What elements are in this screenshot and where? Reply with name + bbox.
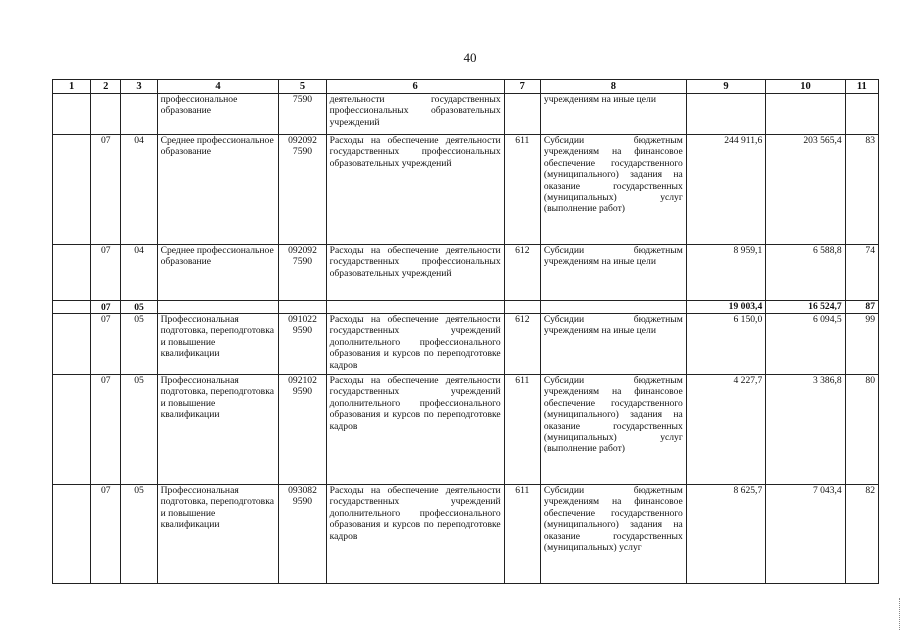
cell-kind-name: Субсидии бюджетным учреждениям на финансовое обеспечение государственного (муниципального) задания на оказание государственных (муниципальных) услуг xyxy=(540,485,686,584)
cell-col1 xyxy=(53,301,91,314)
cell-target-name: Среднее профессиональное образование xyxy=(157,245,279,301)
column-header: 1 xyxy=(53,80,91,94)
cell-percent: 83 xyxy=(845,135,878,245)
cell-code: 091022 9590 xyxy=(279,314,326,375)
cell-code xyxy=(279,301,326,314)
cell-subsection: 05 xyxy=(121,375,157,485)
cell-kind-code: 612 xyxy=(504,314,540,375)
cell-plan: 6 150,0 xyxy=(686,314,765,375)
cell-kind-name xyxy=(540,301,686,314)
cell-target-name: Профессиональная подготовка, переподготовка и повышение квалификации xyxy=(157,375,279,485)
cell-target-name xyxy=(157,301,279,314)
cell-plan xyxy=(686,94,765,135)
cell-kind-name: Субсидии бюджетным учреждениям на финансовое обеспечение государственного (муниципального) задания на оказание государственных (муниципальных) услуг (выполнение работ) xyxy=(540,375,686,485)
table-header-row xyxy=(53,80,879,94)
cell-kind-name: Субсидии бюджетным учреждениям на финансовое обеспечение государственного (муниципального) задания на оказание государственных (муниципальных) услуг (выполнение работ) xyxy=(540,135,686,245)
cell-kind-code: 611 xyxy=(504,375,540,485)
cell-target-name: Профессиональная подготовка, переподготовка и повышение квалификации xyxy=(157,314,279,375)
cell-plan: 8 625,7 xyxy=(686,485,765,584)
column-header: 11 xyxy=(845,80,878,94)
table-row xyxy=(53,135,879,245)
cell-col1 xyxy=(53,314,91,375)
cell-plan: 19 003,4 xyxy=(686,301,765,314)
cell-code: 092092 7590 xyxy=(279,135,326,245)
column-header: 10 xyxy=(766,80,845,94)
column-header: 3 xyxy=(121,80,157,94)
cell-kind-code: 611 xyxy=(504,135,540,245)
column-header: 7 xyxy=(504,80,540,94)
cell-target-name: Среднее профессиональное образование xyxy=(157,135,279,245)
table-row xyxy=(53,485,879,584)
column-header: 2 xyxy=(91,80,121,94)
cell-col1 xyxy=(53,485,91,584)
cell-plan: 8 959,1 xyxy=(686,245,765,301)
cell-section: 07 xyxy=(91,375,121,485)
cell-executed: 203 565,4 xyxy=(766,135,845,245)
cell-executed xyxy=(766,94,845,135)
cell-percent: 99 xyxy=(845,314,878,375)
table-body xyxy=(53,94,879,584)
cell-target-name: Профессиональная подготовка, переподготовка и повышение квалификации xyxy=(157,485,279,584)
cell-code: 7590 xyxy=(279,94,326,135)
cell-col1 xyxy=(53,375,91,485)
budget-table xyxy=(52,79,879,584)
cell-kind-code: 611 xyxy=(504,485,540,584)
cell-section xyxy=(91,94,121,135)
cell-executed: 3 386,8 xyxy=(766,375,845,485)
cell-subsection: 04 xyxy=(121,245,157,301)
cell-expense-name: Расходы на обеспечение деятельности государственных профессиональных образовательных учреждений xyxy=(326,135,504,245)
cell-executed: 7 043,4 xyxy=(766,485,845,584)
cell-executed: 6 588,8 xyxy=(766,245,845,301)
column-header: 6 xyxy=(326,80,504,94)
cell-subsection: 04 xyxy=(121,135,157,245)
scan-margin-mark xyxy=(899,598,902,630)
table-row xyxy=(53,245,879,301)
cell-col1 xyxy=(53,135,91,245)
column-header: 4 xyxy=(157,80,279,94)
cell-percent: 80 xyxy=(845,375,878,485)
cell-expense-name xyxy=(326,301,504,314)
cell-code: 093082 9590 xyxy=(279,485,326,584)
cell-kind-name: учреждениям на иные цели xyxy=(540,94,686,135)
cell-section: 07 xyxy=(91,301,121,314)
cell-subsection: 05 xyxy=(121,301,157,314)
cell-expense-name: Расходы на обеспечение деятельности государственных учреждений дополнительного профессионального образования и курсов по переподготовке кадров xyxy=(326,314,504,375)
cell-expense-name: Расходы на обеспечение деятельности государственных учреждений дополнительного профессионального образования и курсов по переподготовке кадров xyxy=(326,375,504,485)
cell-subsection xyxy=(121,94,157,135)
cell-code: 092092 7590 xyxy=(279,245,326,301)
column-header: 5 xyxy=(279,80,326,94)
cell-percent xyxy=(845,94,878,135)
table-row xyxy=(53,375,879,485)
cell-target-name: профессиональное образование xyxy=(157,94,279,135)
cell-percent: 74 xyxy=(845,245,878,301)
cell-expense-name: деятельности государственных профессиональных образовательных учреждений xyxy=(326,94,504,135)
cell-subsection: 05 xyxy=(121,485,157,584)
cell-expense-name: Расходы на обеспечение деятельности государственных профессиональных образовательных учреждений xyxy=(326,245,504,301)
cell-col1 xyxy=(53,245,91,301)
cell-kind-name: Субсидии бюджетным учреждениям на иные цели xyxy=(540,314,686,375)
cell-expense-name: Расходы на обеспечение деятельности государственных учреждений дополнительного профессионального образования и курсов по переподготовке кадров xyxy=(326,485,504,584)
cell-section: 07 xyxy=(91,245,121,301)
cell-code: 092102 9590 xyxy=(279,375,326,485)
cell-kind-name: Субсидии бюджетным учреждениям на иные цели xyxy=(540,245,686,301)
cell-kind-code xyxy=(504,301,540,314)
page-number: 40 xyxy=(463,50,477,65)
cell-section: 07 xyxy=(91,314,121,375)
subtotal-row xyxy=(53,301,879,314)
cell-percent: 82 xyxy=(845,485,878,584)
cell-kind-code: 612 xyxy=(504,245,540,301)
column-header: 9 xyxy=(686,80,765,94)
cell-section: 07 xyxy=(91,485,121,584)
table-row xyxy=(53,314,879,375)
cell-subsection: 05 xyxy=(121,314,157,375)
table-row xyxy=(53,94,879,135)
column-header: 8 xyxy=(540,80,686,94)
cell-executed: 16 524,7 xyxy=(766,301,845,314)
cell-plan: 244 911,6 xyxy=(686,135,765,245)
cell-section: 07 xyxy=(91,135,121,245)
cell-kind-code xyxy=(504,94,540,135)
cell-executed: 6 094,5 xyxy=(766,314,845,375)
cell-col1 xyxy=(53,94,91,135)
cell-plan: 4 227,7 xyxy=(686,375,765,485)
cell-percent: 87 xyxy=(845,301,878,314)
